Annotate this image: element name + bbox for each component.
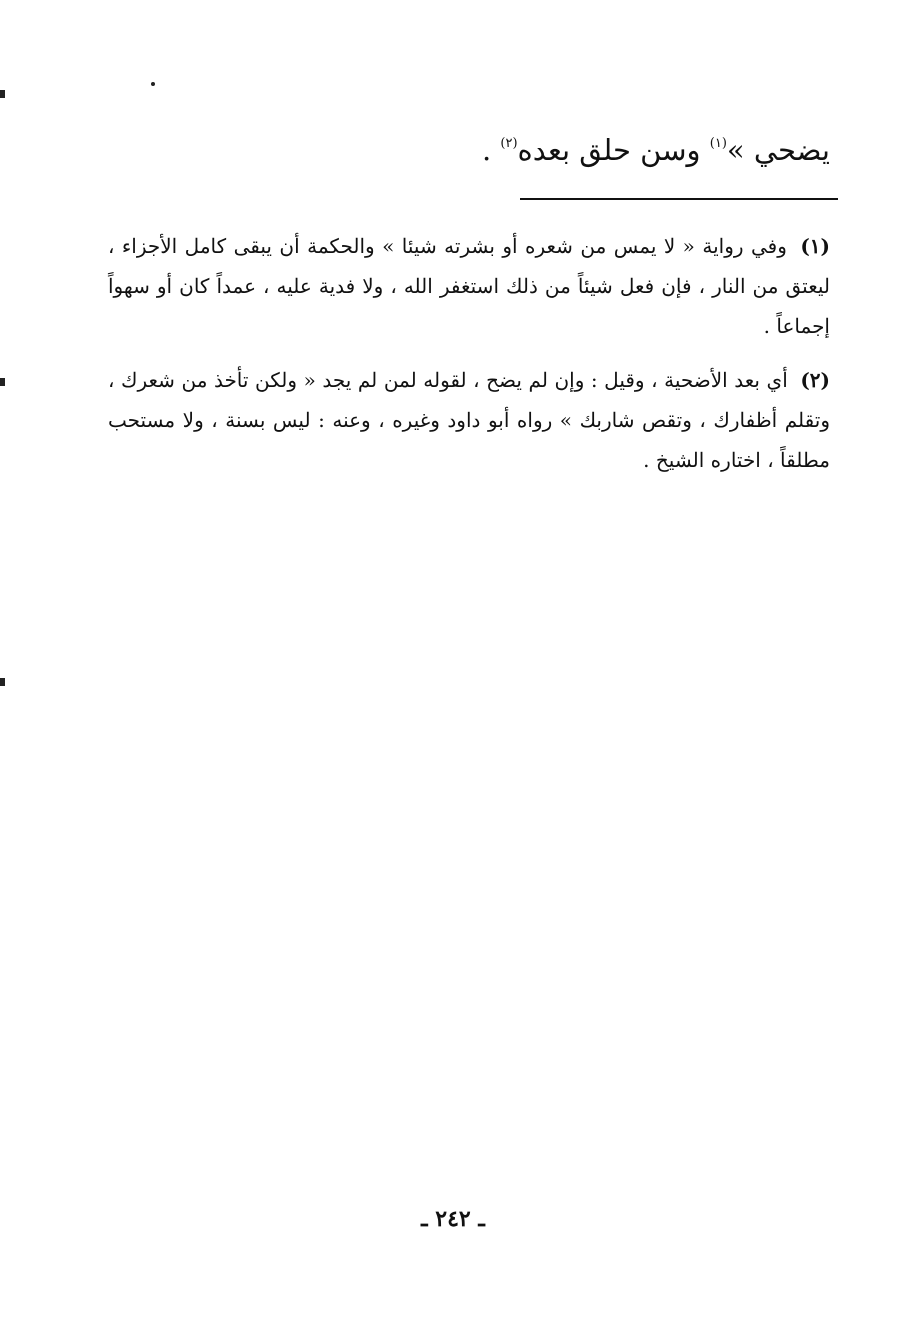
ink-speck <box>151 82 155 86</box>
footnote-1 <box>108 226 830 346</box>
main-text-end: . <box>481 133 501 167</box>
footnote-divider <box>520 198 838 200</box>
footnote-ref-1[interactable]: (١) <box>709 136 727 151</box>
main-text-line <box>70 122 830 178</box>
footnote-text: وفي رواية « لا يمس من شعره أو بشرته شيئا » والحكمة أن يبقى كامل الأجزاء ، ليعتق من النار ، فإن فعل شيئاً من ذلك استغفر الله ، ولا فدية عليه ، عمداً كان أو سهواً إجماعاً . <box>108 234 830 338</box>
footnote-2 <box>108 360 830 480</box>
footnote-ref-2[interactable]: (٢) <box>500 136 518 151</box>
scan-edge-mark <box>0 678 5 686</box>
scan-edge-mark <box>0 378 5 386</box>
footnotes <box>108 226 830 494</box>
page-number: ـ ٢٤٢ ـ <box>421 1206 485 1232</box>
footnote-text: أي بعد الأضحية ، وقيل : وإن لم يضح ، لقوله لمن لم يجد « ولكن تأخذ من شعرك ، وتقلم أظفارك ، وتقص شاربك » رواه أبو داود وغيره ، وعنه : ليس بسنة ، ولا مستحب مطلقاً ، اختاره الشيخ . <box>108 368 830 472</box>
footnote-number: (١) <box>800 234 831 258</box>
main-text-middle: وسن حلق بعده <box>517 133 710 167</box>
footnote-number: (٢) <box>800 368 830 392</box>
main-text-start: يضحي » <box>726 133 830 167</box>
scan-edge-mark <box>0 90 5 98</box>
